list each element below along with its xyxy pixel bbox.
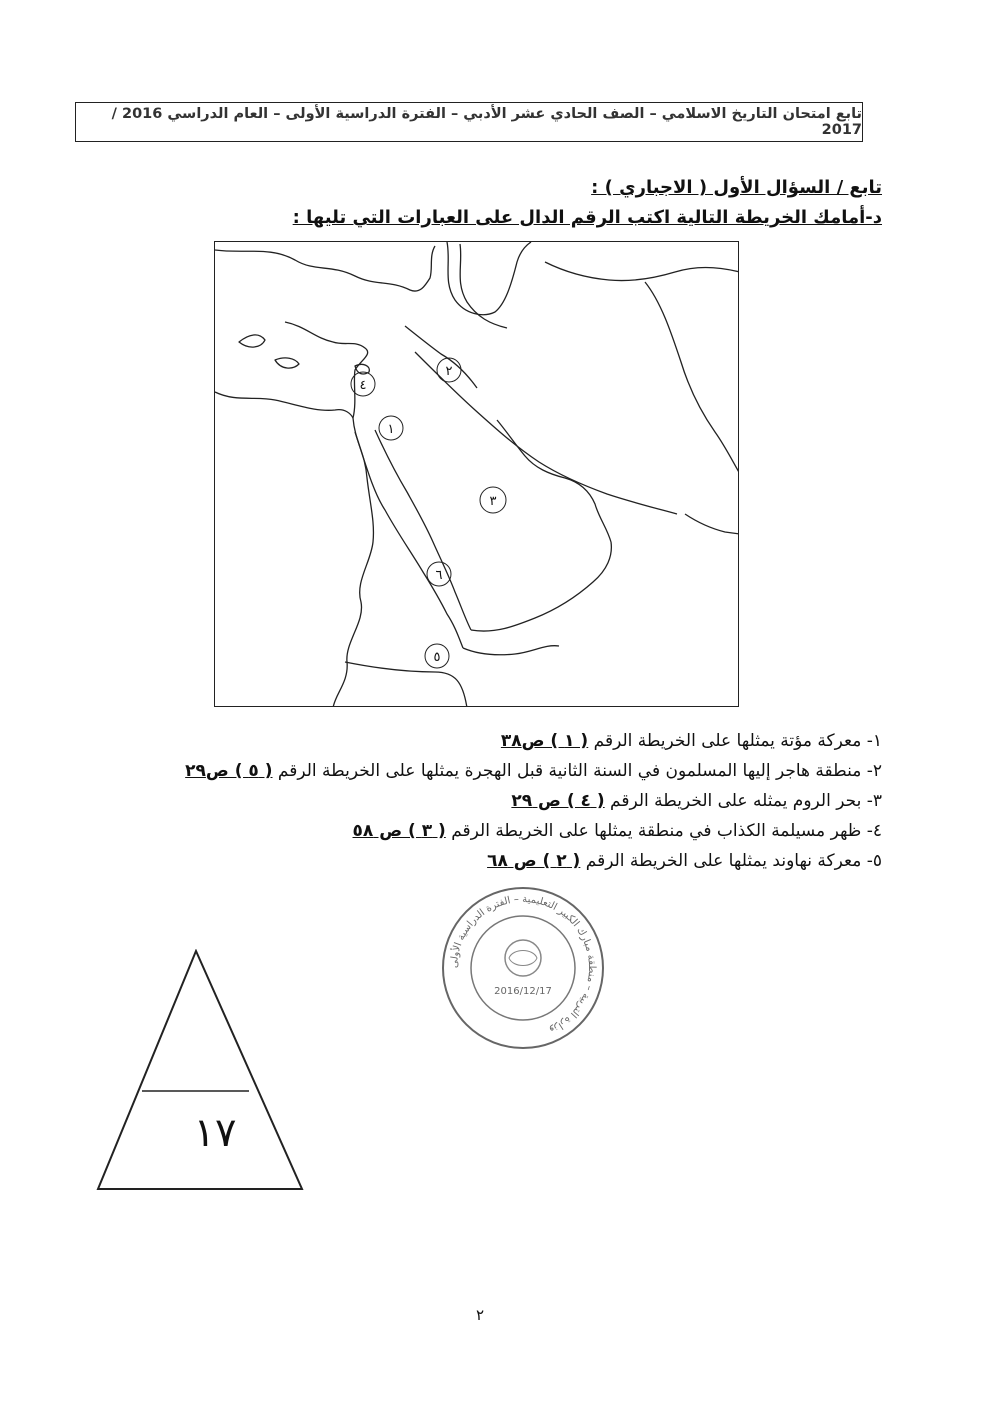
exam-header-title: تابع امتحان التاريخ الاسلامي – الصف الحادي عشر الأدبي – الفترة الدراسية الأولى – العام الدراسي 2016 / 2017 [111,106,862,138]
svg-text:وزارة التربية – منطقة مبارك ال: وزارة التربية – منطقة مبارك الكبير التعليمية – الفترة الدراسية الأولى [448,893,598,1036]
question-items [92,726,882,876]
question-item: ١- معركة مؤتة يمثلها على الخريطة الرقم ( ١ ) ص٣٨ [500,731,882,751]
map-marker-label: ٦ [435,568,443,583]
question-item: ٤- ظهر مسيلمة الكذاب في منطقة يمثلها على الخريطة الرقم ( ٣ ) ص ٥٨ [352,821,882,841]
answer: ( ٤ ) ص ٢٩ [511,791,605,811]
map-marker-label: ٥ [433,650,441,665]
map-marker-label: ٤ [359,378,367,393]
map-marker-label: ١ [387,422,395,437]
answer: ( ٢ ) ص ٦٨ [487,851,581,871]
exam-header [75,102,863,142]
question-item: ٥- معركة نهاوند يمثلها على الخريطة الرقم ( ٢ ) ص ٦٨ [487,851,882,871]
question-item: ٢- منطقة هاجر إليها المسلمون في السنة الثانية قبل الهجرة يمثلها على الخريطة الرقم ( ٥ ) ص٢٩ [185,761,882,781]
answer: ( ٥ ) ص٢٩ [185,761,273,781]
answer: ( ١ ) ص٣٨ [500,731,589,751]
official-seal [437,882,609,1058]
seal-icon [437,882,609,1054]
map-outline [215,242,739,707]
answer: ( ٣ ) ص ٥٨ [352,821,446,841]
question-item: ٣- بحر الروم يمثله على الخريطة الرقم ( ٤ ) ص ٢٩ [511,791,882,811]
svg-text:2016/12/17: 2016/12/17 [494,986,552,997]
question-instruction: د-أمامك الخريطة التالية اكتب الرقم الدال على العبارات التي تليها : [292,207,882,228]
question-title: تابع / السؤال الأول ( الاجباري ) : [591,177,882,198]
map-marker-label: ٣ [489,494,497,509]
grade-triangle-shape [96,949,304,1193]
grade-value: ١٧ [193,1110,237,1156]
page-number: ٢ [475,1306,485,1324]
grade-triangle [96,949,304,1197]
middle-east-map [214,241,739,707]
map-marker-label: ٢ [445,364,453,379]
